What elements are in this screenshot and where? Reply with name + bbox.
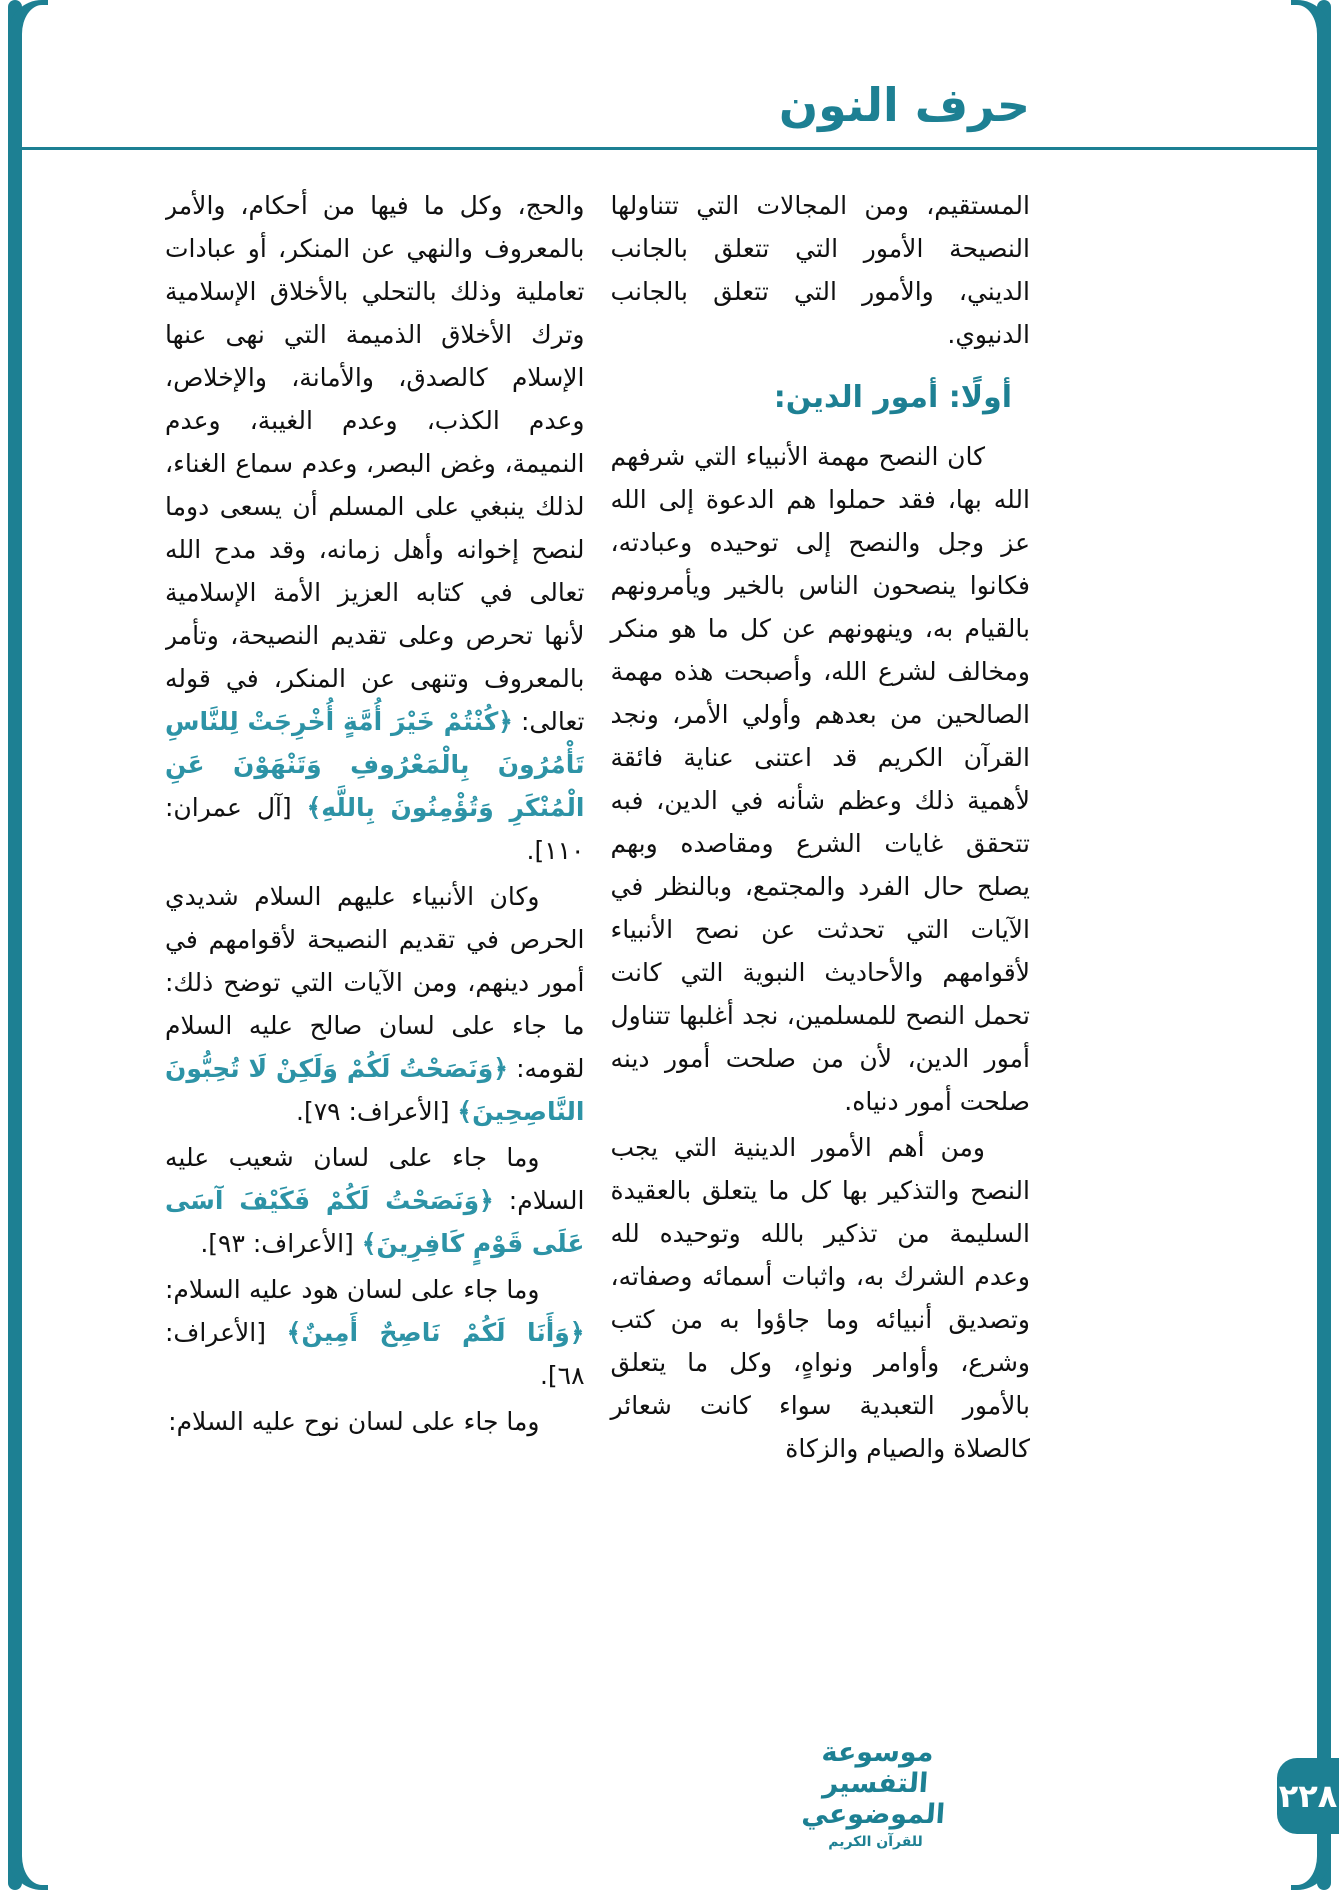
paragraph xyxy=(165,1136,585,1265)
page-number: ٢٢٨ xyxy=(1278,1777,1338,1815)
logo-subtitle: للقرآن الكريم xyxy=(828,1834,923,1850)
paragraph xyxy=(165,1268,585,1397)
header-divider xyxy=(18,147,1321,150)
page-border-right xyxy=(1317,0,1331,1890)
verse-reference: [الأعراف: ٦٨]. xyxy=(165,1317,585,1390)
column-right xyxy=(611,184,1031,1474)
paragraph-text: وما جاء على لسان هود عليه السلام: xyxy=(165,1274,540,1304)
paragraph xyxy=(165,184,585,872)
paragraph: وما جاء على لسان نوح عليه السلام: xyxy=(168,1406,540,1436)
page-border-left xyxy=(8,0,22,1890)
paragraph: ومن أهم الأمور الدينية التي يجب النصح والتذكير بها كل ما يتعلق بالعقيدة السليمة من تذكير بالله وتوحيده لله وعدم الشرك به، واثبات أسمائه وصفاته، وتصديق أنبيائه وما جاؤوا به من كتب وشرع، وأوامر ونواهٍ، وكل ما يتعلق بالأمور التعبدية سواء كانت شعائر كالصلاة والصيام والزكاة xyxy=(610,1133,1030,1464)
page-content xyxy=(165,184,1030,1756)
quran-verse: ﴿وَنَصَحْتُ لَكُمْ فَكَيْفَ آسَى عَلَى قَوْمٍ كَافِرِينَ﴾ xyxy=(165,1185,585,1258)
paragraph xyxy=(165,875,585,1133)
verse-reference: [الأعراف: ٩٣]. xyxy=(200,1228,362,1258)
paragraph: كان النصح مهمة الأنبياء التي شرفهم الله بها، فقد حملوا هم الدعوة إلى الله عز وجل والنصح إلى توحيده وعبادته، فكانوا ينصحون الناس بالخير ويأمرونهم بالقيام به، وينهونهم عن كل ما هو منكر ومخالف لشرع الله، وأصبحت هذه مهمة الصالحين من بعدهم وأولي الأمر، ونجد القرآن الكريم قد اعتنى عناية فائقة لأهمية ذلك وعظم شأنه في الدين، فبه تتحقق غايات الشرع ومقاصده وبهم يصلح حال الفرد والمجتمع، وبالنظر في الآيات التي تحدثت عن نصح الأنبياء لأقوامهم والأحاديث النبوية التي كانت تحمل النصح للمسلمين، نجد أغلبها تتناول أمور الدين، لأن من صلحت أمور دينه صلحت أمور دنياه. xyxy=(610,442,1030,1117)
verse-reference: [الأعراف: ٧٩]. xyxy=(296,1096,458,1126)
logo-title: موسوعة التفسير الموضوعي xyxy=(800,1736,947,1830)
column-left xyxy=(165,184,585,1446)
section-heading: أولًا: أمور الدين: xyxy=(773,379,1012,415)
publisher-logo xyxy=(768,1737,983,1850)
paragraph-text: والحج، وكل ما فيها من أحكام، والأمر بالمعروف والنهي عن المنكر، أو عبادات تعاملية وذلك بالتحلي بالأخلاق الإسلامية وترك الأخلاق الذميمة التي نهى عنها الإسلام كالصدق، والأمانة، والإخلاص، وعدم الكذب، وعدم الغيبة، وعدم النميمة، وغض البصر، وعدم سماع الغناء، لذلك ينبغي على المسلم أن يسعى دوما لنصح إخوانه وأهل زمانه، وقد مدح الله تعالى في كتابه العزيز الأمة الإسلامية لأنها تحرص وعلى تقديم النصيحة، وتأمر بالمعروف وتنهى عن المنكر، في قوله تعالى: xyxy=(165,190,585,736)
page-number-badge xyxy=(1277,1758,1339,1834)
paragraph-text: وكان الأنبياء عليهم السلام شديدي الحرص في تقديم النصيحة لأقوامهم في أمور دينهم، ومن الآيات التي توضح ذلك: ما جاء على لسان صالح عليه السلام لقومه: xyxy=(165,881,585,1083)
quran-verse: ﴿وَنَصَحْتُ لَكُمْ وَلَكِنْ لَا تُحِبُّونَ النَّاصِحِينَ﴾ xyxy=(165,1053,585,1126)
paragraph-continuation: المستقيم، ومن المجالات التي تتناولها النصيحة الأمور التي تتعلق بالجانب الديني، والأمور التي تتعلق بالجانب الدنيوي. xyxy=(610,190,1030,349)
chapter-title: حرف النون xyxy=(778,78,1030,132)
quran-verse: ﴿كُنْتُمْ خَيْرَ أُمَّةٍ أُخْرِجَتْ لِلنَّاسِ تَأْمُرُونَ بِالْمَعْرُوفِ وَتَنْهَوْنَ عَنِ الْمُنْكَرِ وَتُؤْمِنُونَ بِاللَّهِ﴾ xyxy=(165,706,585,822)
verse-reference: [آل عمران: ١١٠]. xyxy=(165,792,585,865)
page-header xyxy=(0,0,1339,131)
quran-verse: ﴿وَأَنَا لَكُمْ نَاصِحٌ أَمِينٌ﴾ xyxy=(286,1317,585,1347)
paragraph-text: وما جاء على لسان شعيب عليه السلام: xyxy=(165,1142,585,1215)
